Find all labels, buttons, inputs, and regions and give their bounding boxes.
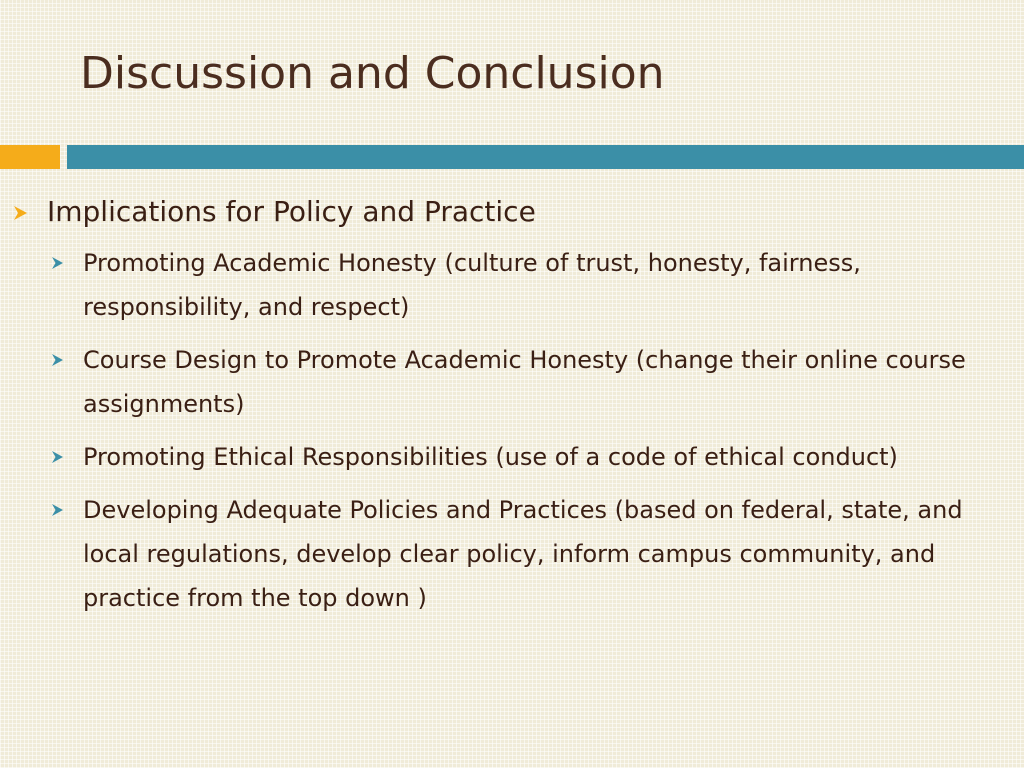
arrowhead-bullet-icon <box>52 257 63 269</box>
arrowhead-bullet-icon <box>52 451 63 463</box>
sub-bullet-text: Developing Adequate Policies and Practices (based on federal, state, and local regulations, develop clear policy, inform campus community, and practice from the top down ) <box>83 496 963 612</box>
slide-title: Discussion and Conclusion <box>80 48 665 99</box>
main-bullet-text: Implications for Policy and Practice <box>47 195 536 228</box>
sub-bullet-item <box>0 241 1024 329</box>
sub-bullet-text: Course Design to Promote Academic Honesty (change their online course assignments) <box>83 346 966 418</box>
slide-content <box>0 193 1024 629</box>
arrowhead-bullet-icon <box>52 354 63 366</box>
sub-bullet-item <box>0 338 1024 426</box>
sub-bullet-list <box>0 241 1024 620</box>
sub-bullet-item <box>0 488 1024 620</box>
accent-bar-orange <box>0 145 60 169</box>
main-bullet <box>0 193 1024 231</box>
sub-bullet-item <box>0 435 1024 479</box>
arrowhead-bullet-icon <box>14 206 27 220</box>
accent-bar-blue <box>67 145 1024 169</box>
arrowhead-bullet-icon <box>52 504 63 516</box>
sub-bullet-text: Promoting Academic Honesty (culture of trust, honesty, fairness, responsibility, and respect) <box>83 249 861 321</box>
sub-bullet-text: Promoting Ethical Responsibilities (use of a code of ethical conduct) <box>83 443 898 471</box>
